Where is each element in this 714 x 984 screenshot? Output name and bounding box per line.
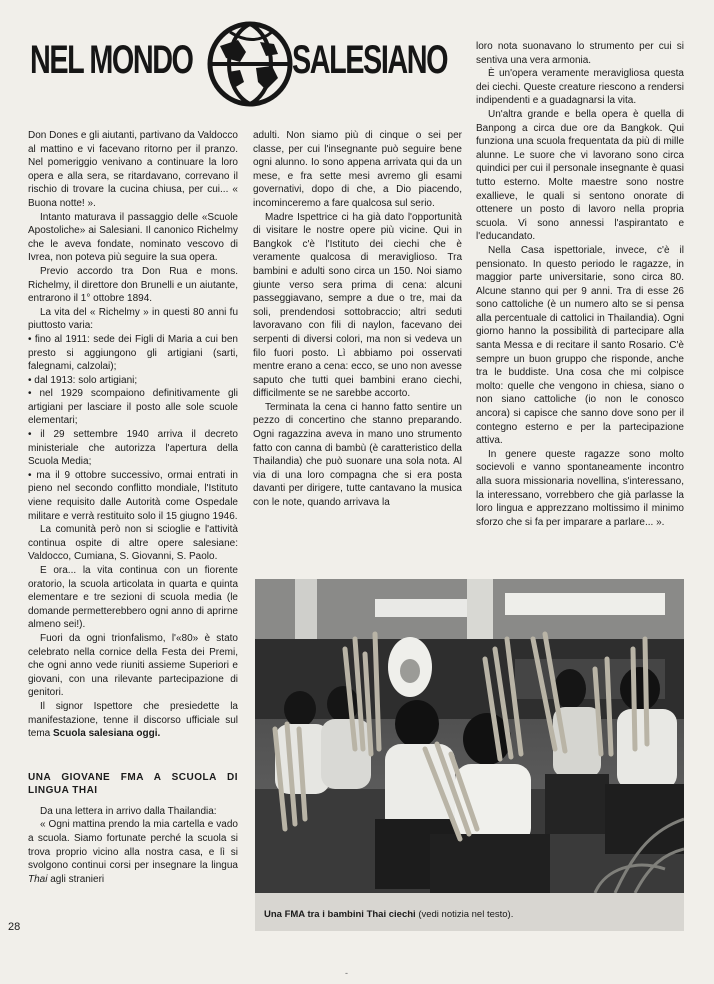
paragraph: Previo accordo tra Don Rua e mons. Richelmy, il direttore don Brunelli e un aiutante, entrarono il 1° ottobre 1894.: [28, 265, 238, 305]
bottom-mark: -: [345, 968, 348, 978]
caption-rest: (vedi notizia nel testo).: [418, 909, 514, 920]
bullet-item: • fino al 1911: sede dei Figli di Maria a cui ben presto si aggiungono gli artigiani (sarti, falegnami, calzolai);: [28, 333, 238, 373]
text-column-1: [28, 129, 238, 886]
photo: [255, 579, 684, 893]
globe-logo-icon: [200, 18, 300, 110]
paragraph: La comunità però non si scioglie e l'attività continua ospite di altre opere salesiane: Valdocco, Cumiana, S. Giovanni, S. Paolo.: [28, 524, 238, 563]
page-number: 28: [8, 921, 21, 933]
paragraph: E ora... la vita continua con un fiorente oratorio, la scuola articolata in quarta e quinta elementare e tre sezioni di scuola media (le domande permetterebbero ogni anno di aprirne almeno sei!).: [28, 565, 238, 631]
paragraph-text: Il signor Ispettore che presiedette la manifestazione, tenne il discorso ufficiale sul tema: [28, 700, 238, 740]
paragraph: Don Dones e gli aiutanti, partivano da Valdocco al mattino e vi facevano ritorno per il pranzo. Nel pomeriggio venivano a continuare la loro opera e alla sera, se ritardavano, correvano il rischio di trovare la cucina chiusa, per cui... « Buona notte! ».: [28, 130, 238, 209]
paragraph: Terminata la cena ci hanno fatto sentire un pezzo di concertino che stanno preparando. Ogni ragazzina aveva in mano uno strumento fatto con canna di bambù (è caratteristico della Thailandia) che può suonare una sola nota. Al via di una loro compagna che si era posta davanti per dirigere, tutte cantavano la musica con le note, quando arrivava la: [253, 401, 462, 509]
paragraph: [28, 818, 238, 886]
text-column-2: [253, 129, 462, 510]
caption-bold: Una FMA tra i bambini Thai ciechi: [264, 909, 416, 920]
masthead-right-word: SALESIANO: [292, 38, 448, 82]
paragraph: Nella Casa ispettoriale, invece, c'è il pensionato. In questo periodo le ragazze, in maggior parte universitarie, sono circa 80. Alcune stanno qui per 9 anni. Tra di esse 26 sono cattoliche (è un numero alto se si pensa alla percentuale di cattolici in Thailandia). Ogni giorno hanno la possibilità di partecipare alla santa Messa e di recitare il santo Rosario. C'è sempre un buon gruppo che risponde, anche tra le buddiste. Una cosa che mi colpisce molto: quelle che vengono in chiesa, siano o non siano cattoliche (io non le conosco ancora) si capisce che sanno dove sono per il contegno esterno e per la partecipazione attiva.: [476, 244, 684, 447]
bullet-item: • dal 1913: solo artigiani;: [28, 374, 138, 386]
photo-image: [255, 579, 684, 893]
paragraph: [28, 700, 238, 741]
paragraph: adulti. Non siamo più di cinque o sei per classe, per cui l'insegnante può seguire bene ogni alunno. Io sono appena arrivata qui da un mese, e fra sette mesi avremo gli esami governativi, dopo di che, a Dio piacendo, incominceremo a fare qualcosa sul serio.: [253, 130, 462, 209]
text-column-3: [476, 40, 684, 529]
paragraph-tail: agli stranieri: [50, 873, 105, 885]
bullet-item: • nel 1929 scompaiono definitivamente gli artigiani per lasciare il posto alle sole scuole elementari;: [28, 388, 238, 427]
paragraph: Fuori da ogni trionfalismo, l'«80» è stato celebrato nella cornice della Festa dei Premi, che ogni anno vede riuniti assieme Superiori e giovani, con una rilevante partecipazione di genitori.: [28, 632, 238, 699]
masthead-left-word: NEL MONDO: [30, 38, 193, 82]
paragraph: Da una lettera in arrivo dalla Thailandia:: [40, 805, 217, 817]
paragraph: In genere queste ragazze sono molto socievoli e vanno spontaneamente incontro alla suora missionaria novellina, s'interessano, la interessano, vorrebbero che già parlasse la loro lingua e apprezzano moltissimo il minimo sforzo che si fa per imparare a parlare... ».: [476, 448, 684, 528]
masthead: [30, 18, 460, 113]
paragraph: È un'opera veramente meravigliosa questa dei ciechi. Queste creature riescono a rendersi indipendenti e a guadagnarsi la vita.: [476, 68, 684, 107]
paragraph: Intanto maturava il passaggio delle «Scuole Apostoliche» ai Salesiani. Il canonico Richelmy che le aveva fondate, nominato vescovo di Ivrea, non poteva più seguire la sua opera.: [28, 211, 238, 264]
photo-caption: [264, 909, 513, 920]
paragraph: loro nota suonavano lo strumento per cui si sentiva una vera armonia.: [476, 41, 684, 66]
paragraph-text: « Ogni mattina prendo la mia cartella e vado a scuola. Siamo fortunate perché la scuola si trova proprio vicino alla nostra casa, e lì si svolgono continui corsi per insegnare la lingua: [28, 819, 238, 872]
section-heading: UNA GIOVANE FMA A SCUOLA DI LINGUA THAI: [28, 771, 238, 796]
italic-word: Thai: [28, 873, 48, 885]
bullet-item: • ma il 9 ottobre successivo, ormai entrati in pieno nel secondo conflitto mondiale, l'Istituto viene requisito dalle Autorità come Ospedale militare e verrà restituito solo il 15 giugno 1946.: [28, 469, 238, 522]
bullet-item: • il 29 settembre 1940 arriva il decreto ministeriale che autorizza l'apertura della Scuola Media;: [28, 429, 238, 468]
paragraph: Un'altra grande e bella opera è quella di Banpong a circa due ore da Bangkok. Qui funziona una scuola frequentata da più di mille alunne. Le suore che vi lavorano sono circa quindici per cui il personale insegnante è quasi tutto esterno. Molte maestre sono nostre exallieve, le quali si sentono onorate di ottenere un posto di lavoro nella propria scuola. Vi sono annessi l'aspirantato e l'educandato.: [476, 108, 684, 243]
paragraph: La vita del « Richelmy » in questi 80 anni fu piuttosto varia:: [28, 306, 238, 332]
theme-title: Scuola salesiana oggi.: [53, 728, 161, 740]
paragraph: Madre Ispettrice ci ha già dato l'opportunità di visitare le nostre opere più vicine. Qui in Bangkok c'è l'Istituto dei ciechi che è veramente qualcosa di meraviglioso. Tra bambini e adulti sono circa un 150. Noi siamo giunte verso sera prima di cena: alcuni passeggiavano, sempre a due o tre, mai da soli, prendendosi sottobraccio; altri seduti lavoravano con fili di naylon, facevano dei serpenti di diversi colori, ma non si vedeva un filo fuori posto. Lì abbiamo poi osservati mentre erano a cena: ecco, se uno non avesse saputo che tutti quei bambini erano ciechi, difficilmente se ne sarebbe accorto.: [253, 211, 462, 400]
